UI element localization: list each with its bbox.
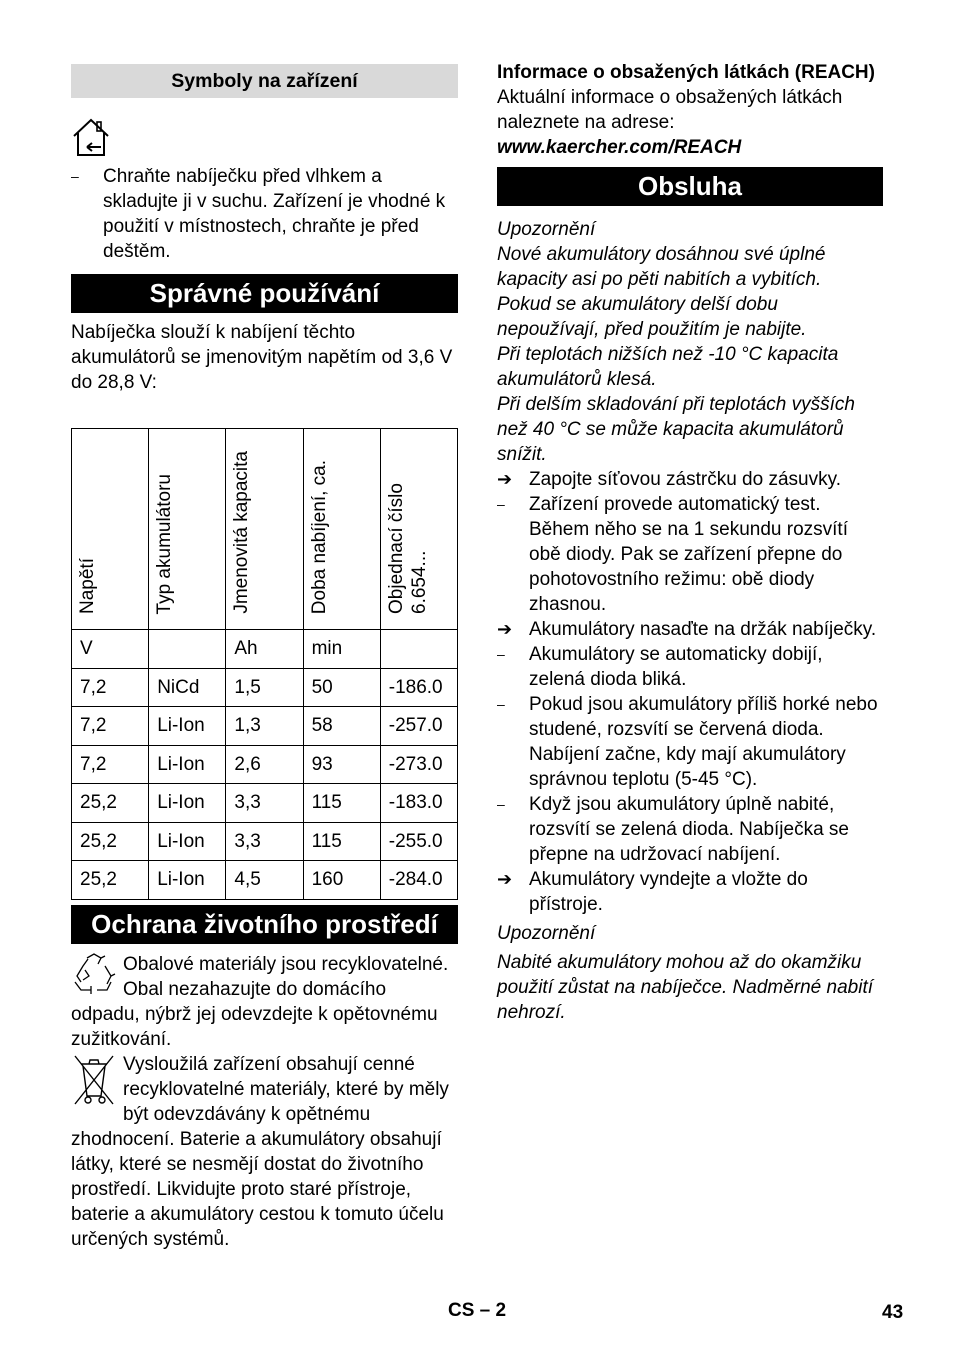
unit-cell: Ah <box>226 630 303 669</box>
table-cell: 7,2 <box>72 745 149 784</box>
arrow-right-icon: ➔ <box>497 469 513 489</box>
table-cell: 25,2 <box>72 784 149 823</box>
recycle-block <box>71 952 458 1052</box>
note2-text: Nabité akumulátory mohou až do okamžiku použití zůstat na nabíječce. Nadměrné nabití nehrozí. <box>497 952 874 1023</box>
table-cell: 58 <box>303 707 380 746</box>
unit-cell <box>380 630 457 669</box>
note-paragraph: Při teplotách nižších než -10 °C kapacita akumulátorů klesá. <box>497 344 839 390</box>
table-cell: -273.0 <box>380 745 457 784</box>
table-cell: 25,2 <box>72 822 149 861</box>
table-row <box>72 822 458 861</box>
step-item: – Pokud jsou akumulátory příliš horké nebo studené, rozsvítí se červená dioda. Nabíjení začne, kdy mají akumulátory správnou teplotu (5-45 °C). <box>497 692 883 792</box>
step-item: – Když jsou akumulátory úplně nabité, rozsvítí se zelená dioda. Nabíječka se přepne na udržovací nabíjení. <box>497 792 883 867</box>
table-cell: 2,6 <box>226 745 303 784</box>
symbols-text: – Chraňte nabíječku před vlhkem a skladujte ji v suchu. Zařízení je vhodné k použití v místnostech, chraňte je před deštěm. <box>71 164 458 264</box>
unit-cell: min <box>303 630 380 669</box>
table-cell: 50 <box>303 668 380 707</box>
table-cell: Li-Ion <box>149 707 226 746</box>
page-number: 43 <box>882 1302 904 1323</box>
step-item <box>497 467 883 492</box>
unit-cell <box>149 630 226 669</box>
table-cell: Li-Ion <box>149 745 226 784</box>
table-cell: Li-Ion <box>149 822 226 861</box>
operation-heading: Obsluha <box>497 167 883 206</box>
step-item: – Zařízení provede automatický test. Během něho se na 1 sekundu rozsvítí obě diody. Pak se zařízení přepne do pohotovostního režimu: obě diody zhasnou. <box>497 492 883 617</box>
crossed-bin-icon <box>71 1052 117 1108</box>
note-label: Upozornění <box>497 219 596 240</box>
environment-heading: Ochrana životního prostředí <box>71 905 458 944</box>
table-cell: 7,2 <box>72 707 149 746</box>
table-cell: NiCd <box>149 668 226 707</box>
table-header-row <box>72 429 458 630</box>
table-cell: Li-Ion <box>149 861 226 900</box>
table-cell: -284.0 <box>380 861 457 900</box>
table-row <box>72 784 458 823</box>
table-cell: -186.0 <box>380 668 457 707</box>
table-cell: 93 <box>303 745 380 784</box>
proper-use-text: Nabíječka slouží k nabíjení těchto akumulátorů se jmenovitým napětím od 3,6 V do 28,8 V: <box>71 322 453 393</box>
note-paragraph: Pokud se akumulátory delší dobu nepoužívají, před použitím je nabijte. <box>497 294 807 340</box>
header-voltage: Napětí <box>72 429 149 630</box>
table-cell: 160 <box>303 861 380 900</box>
unit-cell: V <box>72 630 149 669</box>
reach-heading: Informace o obsažených látkách (REACH) <box>497 62 875 83</box>
table-cell: -255.0 <box>380 822 457 861</box>
table-row <box>72 745 458 784</box>
table-row <box>72 861 458 900</box>
table-cell: 3,3 <box>226 822 303 861</box>
step-item: – Akumulátory se automaticky dobijí, zelená dioda bliká. <box>497 642 883 692</box>
note2-label: Upozornění <box>497 923 596 944</box>
footer-section: CS – 2 <box>448 1300 507 1321</box>
table-cell: -257.0 <box>380 707 457 746</box>
recycling-icon <box>71 952 117 996</box>
table-cell: 115 <box>303 822 380 861</box>
battery-table <box>71 428 458 900</box>
right-column <box>497 60 883 1025</box>
table-row <box>72 668 458 707</box>
header-capacity: Jmenovitá kapacita <box>226 429 303 630</box>
table-cell: 115 <box>303 784 380 823</box>
table-cell: 3,3 <box>226 784 303 823</box>
table-row <box>72 707 458 746</box>
indoor-house-icon <box>71 116 111 160</box>
table-cell: 1,3 <box>226 707 303 746</box>
note-paragraph: Nové akumulátory dosáhnou své úplné kapacity asi po pěti nabitích a vybitích. <box>497 244 826 290</box>
header-charge-time: Doba nabíjení, ca. <box>303 429 380 630</box>
note-paragraph: Při delším skladování při teplotách vyšších než 40 °C se může kapacita akumulátorů snížit. <box>497 394 855 465</box>
header-battery-type: Typ akumulátoru <box>149 429 226 630</box>
reach-url[interactable]: www.kaercher.com/REACH <box>497 137 742 158</box>
table-cell: 25,2 <box>72 861 149 900</box>
weee-block <box>71 1052 458 1252</box>
step-item <box>497 867 883 917</box>
table-cell: -183.0 <box>380 784 457 823</box>
table-cell: 1,5 <box>226 668 303 707</box>
left-column <box>71 60 458 1252</box>
step-item <box>497 617 883 642</box>
table-units-row <box>72 630 458 669</box>
table-cell: Li-Ion <box>149 784 226 823</box>
table-cell: 7,2 <box>72 668 149 707</box>
step-text: Akumulátory vyndejte a vložte do přístroje. <box>529 869 808 915</box>
recycle-text: Obalové materiály jsou recyklovatelné. Obal nezahazujte do domácího odpadu, nýbrž jej odevzdejte k opětovnému zužitkování. <box>71 953 449 1050</box>
proper-use-heading: Správné používání <box>71 274 458 313</box>
arrow-right-icon: ➔ <box>497 869 513 889</box>
arrow-right-icon: ➔ <box>497 619 513 639</box>
symbols-heading: Symboly na zařízení <box>71 64 458 98</box>
step-text: Akumulátory nasaďte na držák nabíječky. <box>529 619 877 640</box>
weee-text: Vysloužilá zařízení obsahují cenné recyklovatelné materiály, které by měly být odevzdávány k opětnému zhodnocení. Baterie a akumulátory obsahují látky, které se nesmějí dostat do životního prostředí. Likvidujte proto staré přístroje, baterie a akumulátory cestou k tomuto účelu určených systémů. <box>71 1053 449 1250</box>
reach-text: Aktuální informace o obsažených látkách naleznete na adrese: <box>497 87 843 133</box>
header-order-number: Objednací číslo 6.654... <box>380 429 457 630</box>
step-text: Zapojte síťovou zástrčku do zásuvky. <box>529 469 841 490</box>
table-cell: 4,5 <box>226 861 303 900</box>
